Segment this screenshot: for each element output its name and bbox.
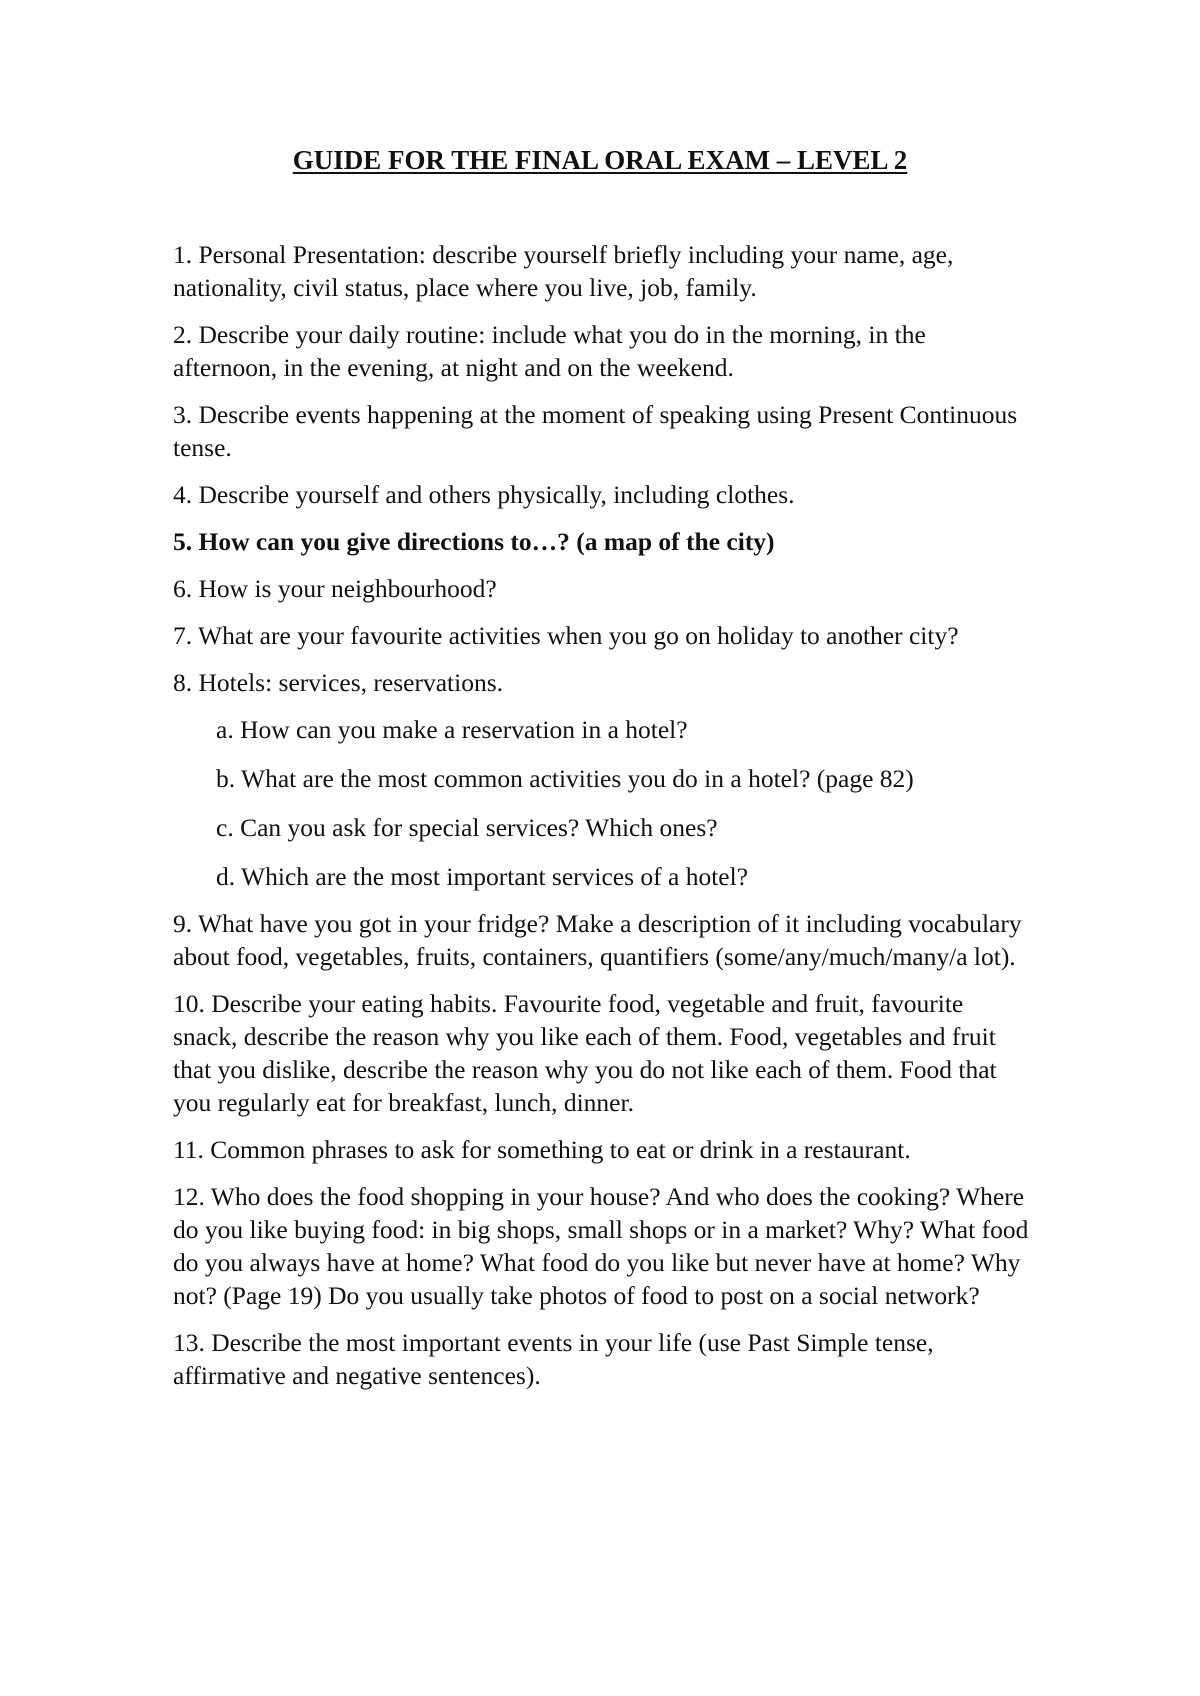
sub-item-a: a. How can you make a reservation in a hotel? [216, 715, 688, 744]
list-item-5: 5. How can you give directions to…? (a map of the city) [173, 527, 775, 556]
list-item-2: 2. Describe your daily routine: include what you do in the morning, in the afternoon, in the evening, at night and on the weekend. [173, 320, 926, 382]
sub-item-d: d. Which are the most important services of a hotel? [216, 862, 749, 891]
list-item-13: 13. Describe the most important events in your life (use Past Simple tense, affirmative and negative sentences). [173, 1328, 934, 1390]
question-list [173, 238, 1033, 1406]
list-item-4: 4. Describe yourself and others physically, including clothes. [173, 480, 795, 509]
sub-item-b: b. What are the most common activities you do in a hotel? (page 82) [216, 764, 914, 793]
list-item-8: 8. Hotels: services, reservations. [173, 668, 503, 697]
list-item-1: 1. Personal Presentation: describe yourself briefly including your name, age, nationality, civil status, place where you live, job, family. [173, 240, 954, 302]
list-item-6: 6. How is your neighbourhood? [173, 574, 497, 603]
list-item-9: 9. What have you got in your fridge? Make a description of it including vocabulary about food, vegetables, fruits, containers, quantifiers (some/any/much/many/a lot). [173, 909, 1022, 971]
sub-item-c: c. Can you ask for special services? Which ones? [216, 813, 718, 842]
list-item-12: 12. Who does the food shopping in your house? And who does the cooking? Where do you like buying food: in big shops, small shops or in a market? Why? What food do you always have at home? What food do you like but never have at home? Why not? (Page 19) Do you usually take photos of food to post on a social network? [173, 1182, 1029, 1310]
list-item-7: 7. What are your favourite activities when you go on holiday to another city? [173, 621, 959, 650]
list-item-10: 10. Describe your eating habits. Favourite food, vegetable and fruit, favourite snack, describe the reason why you like each of them. Food, vegetables and fruit that you dislike, describe the reason why you do not like each of them. Food that you regularly eat for breakfast, lunch, dinner. [173, 989, 997, 1117]
list-item-3: 3. Describe events happening at the moment of speaking using Present Continuous tense. [173, 400, 1018, 462]
document-title: GUIDE FOR THE FINAL ORAL EXAM – LEVEL 2 [292, 145, 908, 175]
list-item-11: 11. Common phrases to ask for something to eat or drink in a restaurant. [173, 1135, 911, 1164]
